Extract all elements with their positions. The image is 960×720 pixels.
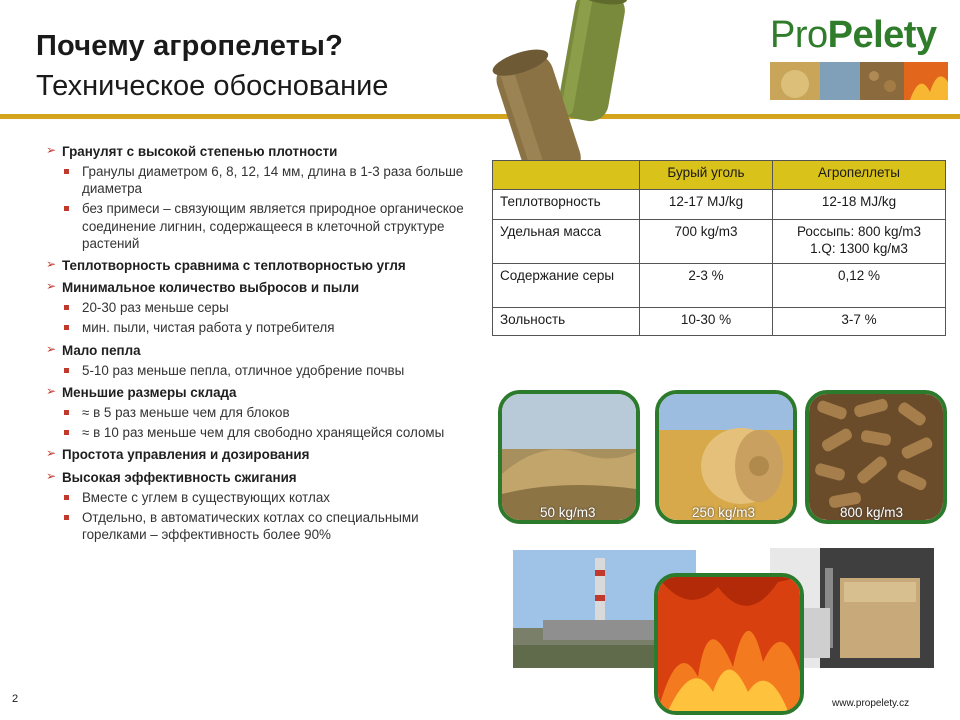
row-label: Содержание серы bbox=[493, 264, 640, 308]
agro-value: 0,12 % bbox=[773, 264, 946, 308]
benefit-subitem: ≈ в 10 раз меньше чем для свободно хранящейся соломы bbox=[46, 424, 466, 441]
benefit-subitem: Отдельно, в автоматических котлах со специальными горелками – эффективность более 90% bbox=[46, 509, 466, 543]
coal-value: 10-30 % bbox=[640, 308, 773, 336]
table-row bbox=[493, 264, 946, 308]
benefit-subitem: 5-10 раз меньше пепла, отличное удобрение почвы bbox=[46, 362, 466, 379]
benefit-item: ➢ Теплотворность сравнима с теплотворностью угля bbox=[46, 257, 466, 274]
coal-value: 700 kg/m3 bbox=[640, 220, 773, 264]
logo-image-strip bbox=[770, 62, 948, 100]
table-row bbox=[493, 220, 946, 264]
table-row bbox=[493, 308, 946, 336]
coal-value: 2-3 % bbox=[640, 264, 773, 308]
table-header-row bbox=[493, 161, 946, 190]
table-header-coal: Бурый уголь bbox=[640, 161, 773, 190]
row-label: Теплотворность bbox=[493, 190, 640, 220]
density-caption: 800 kg/m3 bbox=[840, 505, 904, 520]
benefit-subitem: Гранулы диаметром 6, 8, 12, 14 мм, длина в 1-3 раза больше диаметра bbox=[46, 163, 466, 197]
table-row bbox=[493, 190, 946, 220]
agro-value: 3-7 % bbox=[773, 308, 946, 336]
row-label: Удельная масса bbox=[493, 220, 640, 264]
benefit-item: ➢ Мало пепла bbox=[46, 342, 466, 359]
row-label: Зольность bbox=[493, 308, 640, 336]
benefit-item: ➢ Минимальное количество выбросов и пыли bbox=[46, 279, 466, 296]
table-header-empty bbox=[493, 161, 640, 190]
benefit-subitem: 20-30 раз меньше серы bbox=[46, 299, 466, 316]
pellet-pile-photo bbox=[805, 390, 947, 524]
page-number: 2 bbox=[12, 693, 19, 705]
density-caption: 50 kg/m3 bbox=[540, 505, 596, 520]
agro-value: 12-18 MJ/kg bbox=[773, 190, 946, 220]
slide-subtitle: Техническое обоснование bbox=[36, 70, 389, 102]
benefit-item: ➢ Меньшие размеры склада bbox=[46, 384, 466, 401]
density-caption: 250 kg/m3 bbox=[692, 505, 756, 520]
benefit-subitem: мин. пыли, чистая работа у потребителя bbox=[46, 319, 466, 336]
comparison-table bbox=[492, 160, 946, 336]
benefit-item: ➢ Гранулят с высокой степенью плотности bbox=[46, 143, 466, 160]
benefit-item: ➢ Простота управления и дозирования bbox=[46, 446, 466, 463]
agro-value: Россыпь: 800 kg/m3 1.Q: 1300 kg/м3 bbox=[773, 220, 946, 264]
benefit-item: ➢ Высокая эффективность сжигания bbox=[46, 469, 466, 486]
benefits-list bbox=[46, 138, 466, 543]
propelety-logo: ProPelety bbox=[770, 14, 937, 56]
pellets-image bbox=[478, 0, 638, 185]
loose-straw-photo bbox=[498, 390, 640, 524]
coal-value: 12-17 MJ/kg bbox=[640, 190, 773, 220]
table-header-agro: Агропеллеты bbox=[773, 161, 946, 190]
benefit-subitem: ≈ в 5 раз меньше чем для блоков bbox=[46, 404, 466, 421]
benefit-subitem: без примеси – связующим является природное органическое соединение лигнин, содержащееся в клеточной структуре растений bbox=[46, 200, 466, 251]
slide-title: Почему агропелеты? bbox=[36, 30, 344, 62]
straw-bale-photo bbox=[655, 390, 797, 524]
benefit-subitem: Вместе с углем в существующих котлах bbox=[46, 489, 466, 506]
website-url: www.propelety.cz bbox=[832, 698, 910, 709]
fire-photo bbox=[654, 573, 804, 715]
